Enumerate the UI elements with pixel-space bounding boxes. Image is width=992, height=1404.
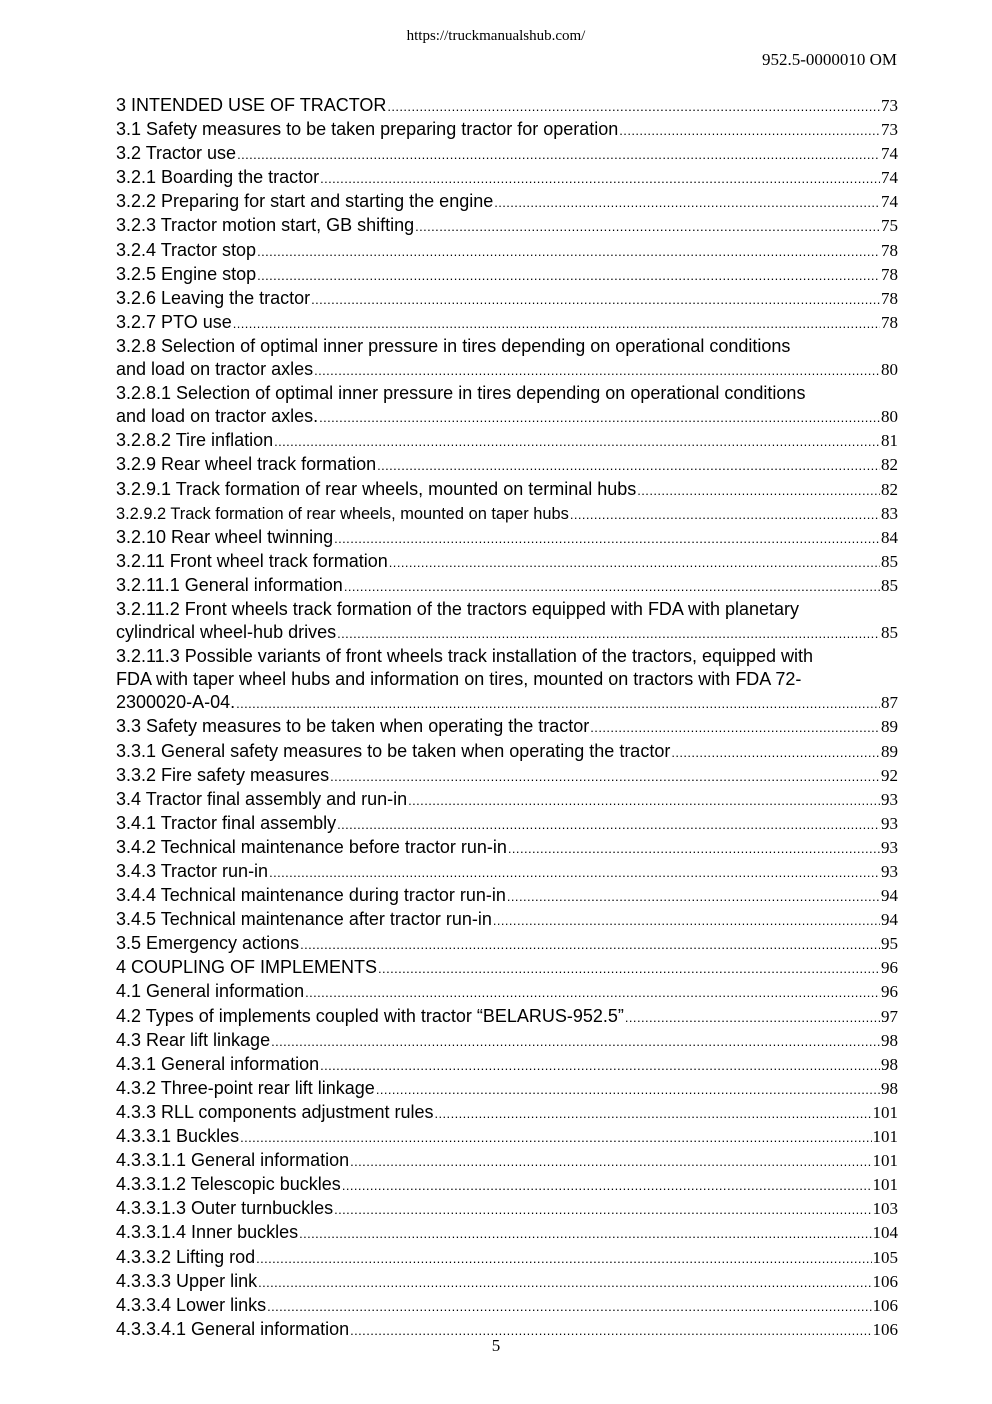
page-number: 5	[491, 1336, 501, 1355]
toc-entry-page: 104	[872, 1223, 898, 1243]
toc-entry-title: 3.4 Tractor final assembly and run-in	[116, 788, 408, 809]
toc-entry	[116, 1101, 898, 1125]
toc-entry-row	[116, 478, 898, 502]
toc-entry-row	[116, 1221, 898, 1245]
dot-leader	[378, 956, 880, 980]
toc-entry-title: 3.2 Tractor use	[116, 143, 237, 164]
toc-entry	[116, 526, 898, 550]
toc-entry	[116, 1149, 898, 1173]
dot-leader	[258, 1270, 871, 1294]
dot-leader	[494, 190, 880, 214]
toc-entry	[116, 932, 898, 956]
toc-entry-title: 4 COUPLING OF IMPLEMENTS	[116, 957, 378, 978]
dot-leader	[334, 1197, 871, 1221]
toc-entry	[116, 715, 898, 739]
toc-entry-row	[116, 118, 898, 142]
toc-entry-page: 87	[881, 693, 898, 713]
toc-entry	[116, 812, 898, 836]
toc-entry-title: 3.3 Safety measures to be taken when operating the tractor	[116, 716, 590, 737]
toc-entry-page: 78	[881, 264, 898, 284]
dot-leader	[271, 1029, 880, 1053]
toc-entry-row	[116, 142, 898, 166]
dot-leader	[671, 740, 880, 764]
toc-entry-title: 4.3.3.1.4 Inner buckles	[116, 1222, 299, 1243]
dot-leader	[637, 478, 880, 502]
toc-entry-page: 101	[872, 1127, 898, 1147]
toc-entry-title: 3.2.10 Rear wheel twinning	[116, 526, 334, 547]
toc-entry	[116, 453, 898, 477]
toc-entry-row	[116, 812, 898, 836]
toc-entry-title: 4.3.2 Three-point rear lift linkage	[116, 1077, 375, 1098]
toc-entry-page: 106	[872, 1295, 898, 1315]
toc-entry	[116, 860, 898, 884]
toc-entry-title: 3.2.5 Engine stop	[116, 263, 257, 284]
toc-entry-title: 3.2.11 Front wheel track formation	[116, 550, 388, 571]
dot-leader	[376, 1077, 880, 1101]
dot-leader	[267, 1294, 871, 1318]
toc-entry	[116, 166, 898, 190]
dot-leader	[625, 1005, 880, 1029]
toc-entry	[116, 980, 898, 1004]
toc-entry-title: 3.2.1 Boarding the tractor	[116, 167, 320, 188]
toc-entry	[116, 1294, 898, 1318]
toc-entry-row	[116, 1270, 898, 1294]
dot-leader	[236, 691, 880, 715]
toc-entry-row	[116, 502, 898, 526]
toc-entry-page: 89	[881, 717, 898, 737]
dot-leader	[314, 358, 880, 382]
dot-leader	[377, 453, 880, 477]
toc-entry-title: 3.4.1 Tractor final assembly	[116, 812, 337, 833]
toc-entry	[116, 190, 898, 214]
toc-entry-title: 4.3.3.2 Lifting rod	[116, 1246, 256, 1267]
toc-entry-page: 94	[881, 910, 898, 930]
toc-entry	[116, 836, 898, 860]
toc-entry-title: 3.4.2 Technical maintenance before tractor run-in	[116, 836, 507, 857]
toc-entry	[116, 382, 898, 429]
toc-entry-page: 106	[872, 1271, 898, 1291]
dot-leader	[507, 884, 880, 908]
toc-entry-row	[116, 1029, 898, 1053]
toc-entry-page: 80	[881, 407, 898, 427]
toc-entry	[116, 94, 898, 118]
toc-entry-page: 98	[881, 1054, 898, 1074]
dot-leader	[334, 526, 880, 550]
toc-entry-page: 82	[881, 479, 898, 499]
toc-entry	[116, 1005, 898, 1029]
dot-leader	[300, 932, 880, 956]
toc-entry-row	[116, 166, 898, 190]
toc-entry-page: 78	[881, 312, 898, 332]
toc-entry	[116, 478, 898, 502]
toc-entry	[116, 1246, 898, 1270]
toc-entry	[116, 142, 898, 166]
dot-leader	[415, 214, 880, 238]
toc-entry-title: 4.3.3.1.3 Outer turnbuckles	[116, 1198, 334, 1219]
toc-entry-title: 3.4.4 Technical maintenance during tractor run-in	[116, 885, 506, 906]
toc-entry-page: 74	[881, 192, 898, 212]
dot-leader	[257, 239, 880, 263]
toc-entry	[116, 1270, 898, 1294]
toc-entry-row	[116, 239, 898, 263]
dot-leader	[256, 1246, 871, 1270]
toc-entry-page: 106	[872, 1319, 898, 1339]
toc-entry-page: 73	[881, 96, 898, 115]
toc-entry-row	[116, 956, 898, 980]
toc-entry-page: 105	[872, 1247, 898, 1267]
toc-entry-title: 4.3.3.1 Buckles	[116, 1126, 240, 1147]
toc-entry-page: 82	[881, 455, 898, 475]
toc-entry	[116, 956, 898, 980]
toc-entry-title-line: 3.2.8 Selection of optimal inner pressure in tires depending on operational conditions	[116, 335, 791, 356]
toc-entry-row	[116, 908, 898, 932]
toc-entry	[116, 429, 898, 453]
toc-entry-row	[116, 860, 898, 884]
toc-entry	[116, 908, 898, 932]
dot-leader	[240, 1125, 871, 1149]
dot-leader	[319, 405, 880, 429]
toc-entry-row	[116, 740, 898, 764]
toc-entry-row	[116, 715, 898, 739]
toc-entry-row	[116, 1125, 898, 1149]
toc-entry-title: 4.3.3.3 Upper link	[116, 1270, 258, 1291]
dot-leader	[257, 263, 880, 287]
toc-entry-page: 85	[881, 575, 898, 595]
toc-entry-row	[116, 358, 898, 382]
toc-entry-row	[116, 1173, 898, 1197]
dot-leader	[590, 715, 880, 739]
toc-entry	[116, 645, 898, 715]
toc-entry-row	[116, 287, 898, 311]
toc-entry-page: 74	[881, 144, 898, 164]
dot-leader	[508, 836, 880, 860]
toc-entry-page: 92	[881, 765, 898, 785]
toc-entry-title: 4.3.3.4 Lower links	[116, 1294, 267, 1315]
toc-entry	[116, 884, 898, 908]
toc-entry-title-line: 3.2.8.1 Selection of optimal inner pressure in tires depending on operational conditions	[116, 383, 806, 404]
toc-entry-row	[116, 263, 898, 287]
document-id: 952.5-0000010 OM	[761, 50, 897, 69]
toc-entry-page: 85	[881, 623, 898, 643]
dot-leader	[337, 621, 880, 645]
toc-entry-title: 3.2.4 Tractor stop	[116, 239, 257, 260]
dot-leader	[299, 1221, 871, 1245]
toc-entry-page: 94	[881, 886, 898, 906]
toc-entry-page: 101	[872, 1151, 898, 1171]
source-url: https://truckmanualshub.com/	[406, 28, 586, 44]
toc-entry-row	[116, 884, 898, 908]
toc-entry-title: 3 INTENDED USE OF TRACTOR	[116, 95, 387, 115]
toc-entry-row	[116, 621, 898, 645]
dot-leader	[269, 860, 880, 884]
toc-entry-row	[116, 980, 898, 1004]
toc-entry-row	[116, 94, 898, 118]
toc-entry	[116, 118, 898, 142]
toc-entry-page: 78	[881, 288, 898, 308]
toc-entry-row	[116, 574, 898, 598]
toc-entry-row	[116, 550, 898, 574]
toc-entry	[116, 1173, 898, 1197]
toc-entry	[116, 263, 898, 287]
toc-entry-title: 4.2 Types of implements coupled with tractor “BELARUS-952.5”	[116, 1005, 624, 1026]
toc-entry-page: 78	[881, 240, 898, 260]
toc-entry	[116, 1197, 898, 1221]
toc-entry-page: 80	[881, 360, 898, 380]
toc-entry-page: 75	[881, 216, 898, 236]
toc-entry-row	[116, 526, 898, 550]
toc-entry-title: cylindrical wheel-hub drives	[116, 622, 337, 643]
toc-entry-page: 96	[881, 982, 898, 1002]
toc-entry-page: 93	[881, 862, 898, 881]
dot-leader	[233, 311, 880, 335]
toc-entry-row	[116, 1101, 898, 1125]
toc-entry-page: 81	[881, 431, 898, 451]
toc-entry-row	[116, 190, 898, 214]
toc-entry-page: 98	[881, 1030, 898, 1050]
toc-entry-title-line: 3.2.11.3 Possible variants of front wheels track installation of the tractors, equipped with	[116, 646, 814, 667]
toc-entry-row	[116, 311, 898, 335]
toc-entry-title: 4.1 General information	[116, 981, 305, 1002]
dot-leader	[337, 812, 880, 836]
toc-entry-title: 4.3.3.1.1 General information	[116, 1150, 350, 1171]
toc-entry-page: 95	[881, 934, 898, 954]
toc-entry	[116, 1125, 898, 1149]
toc-entry	[116, 598, 898, 645]
toc-entry-title: 3.3.2 Fire safety measures	[116, 764, 330, 785]
toc-entry-title: 3.2.9.1 Track formation of rear wheels, mounted on terminal hubs	[116, 478, 637, 499]
toc-entry-row	[116, 1053, 898, 1077]
toc-entry-title: 3.2.9.2 Track formation of rear wheels, mounted on taper hubs	[116, 504, 569, 523]
toc-entry-page: 84	[881, 527, 898, 547]
dot-leader	[389, 550, 880, 574]
toc-entry-page: 97	[881, 1006, 898, 1026]
toc-entry-title: 3.2.3 Tractor motion start, GB shifting	[116, 215, 415, 236]
dot-leader	[320, 166, 880, 190]
dot-leader	[320, 1053, 880, 1077]
toc-entry-title: 3.2.9 Rear wheel track formation	[116, 454, 377, 475]
toc-entry-title: and load on tractor axles	[116, 359, 314, 380]
toc-entry-page: 101	[872, 1102, 898, 1122]
toc-entry	[116, 574, 898, 598]
dot-leader	[387, 94, 880, 118]
toc-entry-row	[116, 214, 898, 238]
toc-entry-page: 85	[881, 551, 898, 571]
toc-entry-title: 4.3.1 General information	[116, 1053, 320, 1074]
toc-entry-row	[116, 691, 898, 715]
toc-entry	[116, 1221, 898, 1245]
toc-entry-title: 3.2.7 PTO use	[116, 311, 232, 332]
toc-entry	[116, 311, 898, 335]
toc-entry-page: 73	[881, 120, 898, 140]
toc-entry-row	[116, 1005, 898, 1029]
toc-entry-title-line: FDA with taper wheel hubs and information on tires, mounted on tractors with FDA 72-	[116, 669, 802, 690]
dot-leader	[493, 908, 880, 932]
toc-entry-title: 3.5 Emergency actions	[116, 933, 300, 954]
dot-leader	[342, 1173, 872, 1197]
toc-entry-row	[116, 1149, 898, 1173]
toc-entry	[116, 788, 898, 812]
dot-leader	[330, 764, 880, 788]
toc-entry-row	[116, 788, 898, 812]
toc-entry-row	[116, 932, 898, 956]
toc-entry	[116, 1029, 898, 1053]
toc-entry-title-line: 3.2.11.2 Front wheels track formation of the tractors equipped with FDA with planetary	[116, 598, 800, 619]
dot-leader	[350, 1149, 871, 1173]
toc-entry	[116, 287, 898, 311]
toc-entry-page: 103	[872, 1199, 898, 1219]
toc-entry-title: 4.3.3.4.1 General information	[116, 1318, 350, 1339]
toc-entry-title: 4.3.3.1.2 Telescopic buckles	[116, 1174, 341, 1195]
toc-entry-row	[116, 453, 898, 477]
toc-entry-row	[116, 1077, 898, 1101]
toc-entry-title: 3.2.8.2 Tire inflation	[116, 430, 274, 451]
toc-entry-row	[116, 836, 898, 860]
toc-entry-page: 93	[881, 837, 898, 857]
toc-entry-title: 2300020-A-04.	[116, 692, 236, 713]
toc-entry-row	[116, 764, 898, 788]
toc-entry	[116, 502, 898, 526]
toc-entry	[116, 1053, 898, 1077]
toc-entry-title: 3.4.5 Technical maintenance after tractor run-in	[116, 909, 492, 930]
table-of-contents	[116, 94, 898, 1342]
toc-entry-title: 3.1 Safety measures to be taken preparing tractor for operation	[116, 119, 619, 140]
toc-entry-title: 3.2.2 Preparing for start and starting the engine	[116, 191, 494, 212]
dot-leader	[570, 503, 880, 526]
toc-entry-row	[116, 1197, 898, 1221]
dot-leader	[237, 142, 880, 166]
toc-entry	[116, 764, 898, 788]
toc-entry	[116, 335, 898, 382]
dot-leader	[274, 429, 880, 453]
dot-leader	[344, 574, 880, 598]
toc-entry-title: 3.4.3 Tractor run-in	[116, 861, 269, 881]
toc-entry-title: 4.3 Rear lift linkage	[116, 1029, 271, 1050]
toc-entry-page: 98	[881, 1078, 898, 1098]
toc-entry-row	[116, 405, 898, 429]
toc-entry	[116, 214, 898, 238]
toc-entry-row	[116, 1294, 898, 1318]
toc-entry-page: 74	[881, 168, 898, 188]
dot-leader	[305, 980, 880, 1004]
toc-entry-title: 4.3.3 RLL components adjustment rules	[116, 1101, 434, 1122]
toc-entry-row	[116, 429, 898, 453]
toc-entry-page: 93	[881, 789, 898, 809]
toc-entry-page: 89	[881, 741, 898, 761]
dot-leader	[311, 287, 880, 311]
dot-leader	[435, 1101, 872, 1125]
toc-entry-title: 3.2.6 Leaving the tractor	[116, 287, 311, 308]
toc-entry-title: and load on tractor axles.	[116, 406, 319, 427]
toc-entry	[116, 740, 898, 764]
toc-entry	[116, 239, 898, 263]
dot-leader	[408, 788, 880, 812]
toc-entry-row	[116, 1246, 898, 1270]
dot-leader	[619, 118, 880, 142]
toc-entry-page: 96	[881, 958, 898, 978]
toc-entry-page: 93	[881, 813, 898, 833]
toc-entry	[116, 1077, 898, 1101]
toc-entry-page: 101	[872, 1175, 898, 1195]
toc-entry-title: 3.2.11.1 General information	[116, 574, 343, 595]
toc-entry-title: 3.3.1 General safety measures to be taken when operating the tractor	[116, 740, 671, 761]
toc-entry	[116, 550, 898, 574]
toc-entry-page: 83	[881, 503, 898, 523]
